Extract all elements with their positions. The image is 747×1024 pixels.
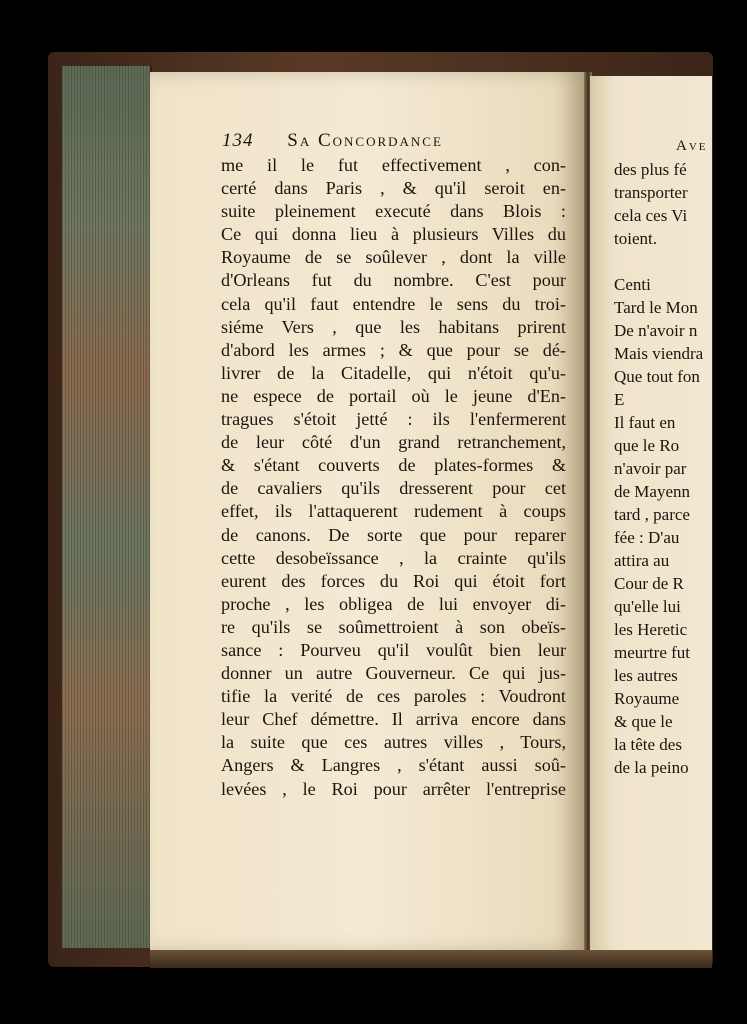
- text-line: effet, ils l'attaquerent rudement à coups: [221, 501, 566, 522]
- text-line: ne espece de portail où le jeune d'En-: [221, 385, 566, 406]
- right-text-line: Centi: [614, 275, 651, 294]
- text-line: tifie la verité de ces paroles : Voudront: [221, 686, 566, 707]
- right-text-line: toient.: [614, 229, 657, 248]
- right-text-line: Cour de R: [614, 574, 684, 593]
- right-text-line: qu'elle lui: [614, 597, 681, 616]
- right-text-line: Royaume: [614, 689, 680, 708]
- text-line: livrer de la Citadelle, qui n'étoit qu'u-: [221, 362, 566, 383]
- right-text-line: De n'avoir n: [614, 321, 698, 340]
- text-line: proche , les obligea de lui envoyer di-: [221, 593, 566, 614]
- text-line: & s'étant couverts de plates-formes &: [221, 455, 566, 476]
- text-line: me il le fut effectivement , con-: [221, 155, 566, 175]
- text-line: certé dans Paris , & qu'il seroit en-: [221, 178, 566, 199]
- right-text-line: & que le: [614, 712, 673, 731]
- text-line: sance : Pourveu qu'il voulût bien leur: [221, 639, 566, 660]
- right-page-text: [614, 158, 712, 779]
- text-line: re qu'ils se soûmettroient à son obeïs-: [221, 616, 566, 637]
- right-text-line: de Mayenn: [614, 482, 691, 501]
- right-text-line: Il faut en: [614, 413, 676, 432]
- right-running-head: Ave: [676, 138, 708, 154]
- text-line: de cavaliers qu'ils dresserent pour cet: [221, 478, 566, 499]
- text-line: d'Orleans fut du nombre. C'est pour: [221, 270, 566, 291]
- page-number: 134: [222, 130, 254, 151]
- text-line: leur Chef démettre. Il arriva encore dans: [221, 709, 566, 730]
- right-text-line: attira au: [614, 551, 670, 570]
- left-page-text: [221, 154, 566, 801]
- text-line: de leur côté d'un grand retranchement,: [221, 432, 566, 453]
- right-text-line: fée : D'au: [614, 528, 680, 547]
- right-text-line: transporter: [614, 183, 688, 202]
- right-text-line: les Heretic: [614, 620, 688, 639]
- right-text-line: des plus fé: [614, 160, 687, 179]
- right-text-line: la tête des: [614, 735, 682, 754]
- text-line: Royaume de se soûlever , dont la ville: [221, 247, 566, 268]
- right-text-line: Que tout fon: [614, 367, 700, 386]
- running-head: [222, 130, 562, 152]
- right-text-line: que le Ro: [614, 436, 680, 455]
- text-line: levées , le Roi pour arrêter l'entreprise: [221, 778, 566, 799]
- right-text-line: cela ces Vi: [614, 206, 688, 225]
- text-line: Angers & Langres , s'étant aussi soû-: [221, 755, 566, 776]
- text-line: cette desobeïssance , la crainte qu'ils: [221, 547, 566, 568]
- text-line: la suite que ces autres villes , Tours,: [221, 732, 566, 753]
- text-line: eurent des forces du Roi qui étoit fort: [221, 570, 566, 591]
- text-line: tragues s'étoit jetté : ils l'enfermerent: [221, 409, 566, 430]
- page-stack-edge: [62, 66, 152, 948]
- right-text-line: les autres: [614, 666, 678, 685]
- right-text-line: meurtre fut: [614, 643, 690, 662]
- right-text-line: Tard le Mon: [614, 298, 698, 317]
- right-text-line: Mais viendra: [614, 344, 704, 363]
- right-text-line: tard , parce: [614, 505, 690, 524]
- text-line: Ce qui donna lieu à plusieurs Villes du: [221, 224, 566, 245]
- book-bottom-edge: [150, 950, 712, 968]
- right-text-line: de la peino: [614, 758, 689, 777]
- text-line: suite pleinement executé dans Blois :: [221, 201, 566, 222]
- text-line: cela qu'il faut entendre le sens du troi-: [221, 293, 566, 314]
- text-line: d'abord les armes ; & que pour se dé-: [221, 339, 566, 360]
- text-line: siéme Vers , que les habitans prirent: [221, 316, 566, 337]
- right-text-line: E: [614, 390, 625, 409]
- right-page: [590, 76, 712, 952]
- right-text-line: [614, 250, 712, 273]
- right-text-line: n'avoir par: [614, 459, 687, 478]
- text-line: de canons. De sorte que pour reparer: [221, 524, 566, 545]
- text-line: donner un autre Gouverneur. Ce qui jus-: [221, 663, 566, 684]
- running-title: Sa Concordance: [287, 130, 443, 151]
